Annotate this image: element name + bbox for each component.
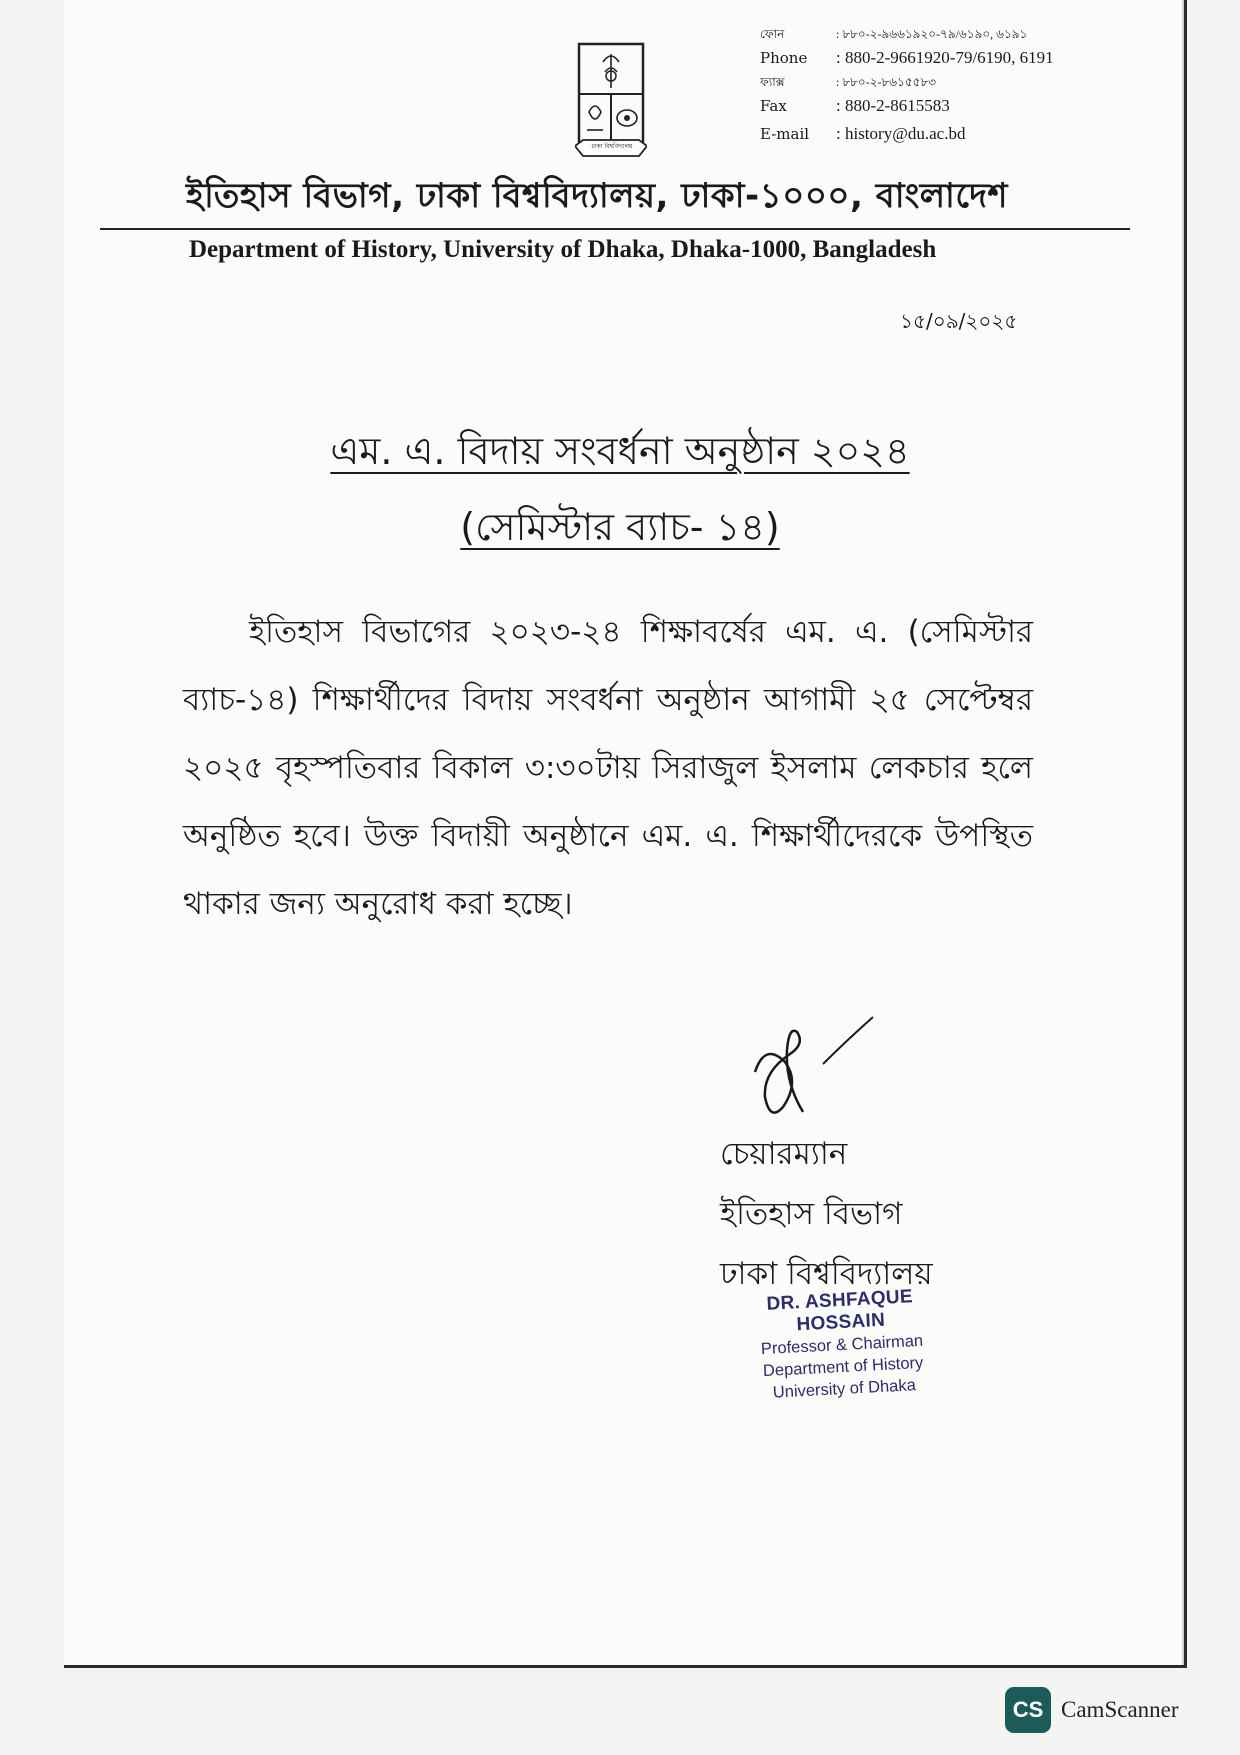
header-bangla: ইতিহাস বিভাগ, ঢাকা বিশ্ববিদ্যালয়, ঢাকা-১০০০, বাংলাদেশ: [186, 176, 1009, 216]
signatory-department: ইতিহাস বিভাগ: [720, 1196, 903, 1232]
seal-text: ঢাকা বিশ্ববিদ্যালয়: [591, 143, 633, 150]
notice-subtitle: (সেমিস্টার ব্যাচ- ১৪): [460, 505, 780, 549]
contact-fax: Fax : 880-2-8615583: [760, 96, 950, 115]
stamp-university: University of Dhaka: [772, 1376, 917, 1402]
camscanner-watermark: [1005, 1687, 1179, 1733]
stamp-name: DR. ASHFAQUE HOSSAIN: [765, 1286, 914, 1336]
camscanner-logo-icon: CS: [1005, 1687, 1051, 1733]
notice-body: ইতিহাস বিভাগের ২০২৩-২৪ শিক্ষাবর্ষের এম. এ. (সেমিস্টার ব্যাচ-১৪) শিক্ষার্থীদের বিদায় সংবর্ধনা অনুষ্ঠান আগামী ২৫ সেপ্টেম্বর ২০২৫ বৃহস্পতিবার বিকাল ৩:৩০টায় সিরাজুল ইসলাম লেকচার হলে অনুষ্ঠিত হবে। উক্ত বিদায়ী অনুষ্ঠানে এম. এ. শিক্ষার্থীদেরকে উপস্থিত থাকার জন্য অনুরোধ করা হচ্ছে।: [183, 614, 1033, 922]
contact-phone-bn: ফোন : ৮৮০-২-৯৬৬১৯২০-৭৯/৬১৯০, ৬১৯১: [760, 27, 1028, 41]
contact-email: E-mail : history@du.ac.bd: [760, 124, 966, 143]
signatory-university: ঢাকা বিশ্ববিদ্যালয়: [720, 1256, 933, 1292]
contact-fax-bn: ফ্যাক্স : ৮৮০-২-৮৬১৫৫৮৩: [760, 75, 937, 89]
stamp-title: Professor & Chairman: [760, 1331, 924, 1359]
signatory-designation: চেয়ারম্যান: [720, 1136, 848, 1172]
camscanner-text: CamScanner: [1061, 1697, 1179, 1722]
header-divider: [100, 228, 1130, 230]
stamp-department: Department of History: [762, 1353, 924, 1381]
document-date: ১৫/০৯/২০২৫: [900, 309, 1018, 333]
contact-phone: Phone : 880-2-9661920-79/6190, 6191: [760, 48, 1054, 67]
header-english: Department of History, University of Dhaka, Dhaka-1000, Bangladesh: [189, 236, 937, 263]
contact-block: [760, 24, 1120, 148]
signatory-block: [720, 1124, 933, 1304]
notice-title: এম. এ. বিদায় সংবর্ধনা অনুষ্ঠান ২০২৪: [330, 429, 910, 473]
signature-icon: [745, 1012, 885, 1122]
official-stamp: [719, 1284, 964, 1406]
